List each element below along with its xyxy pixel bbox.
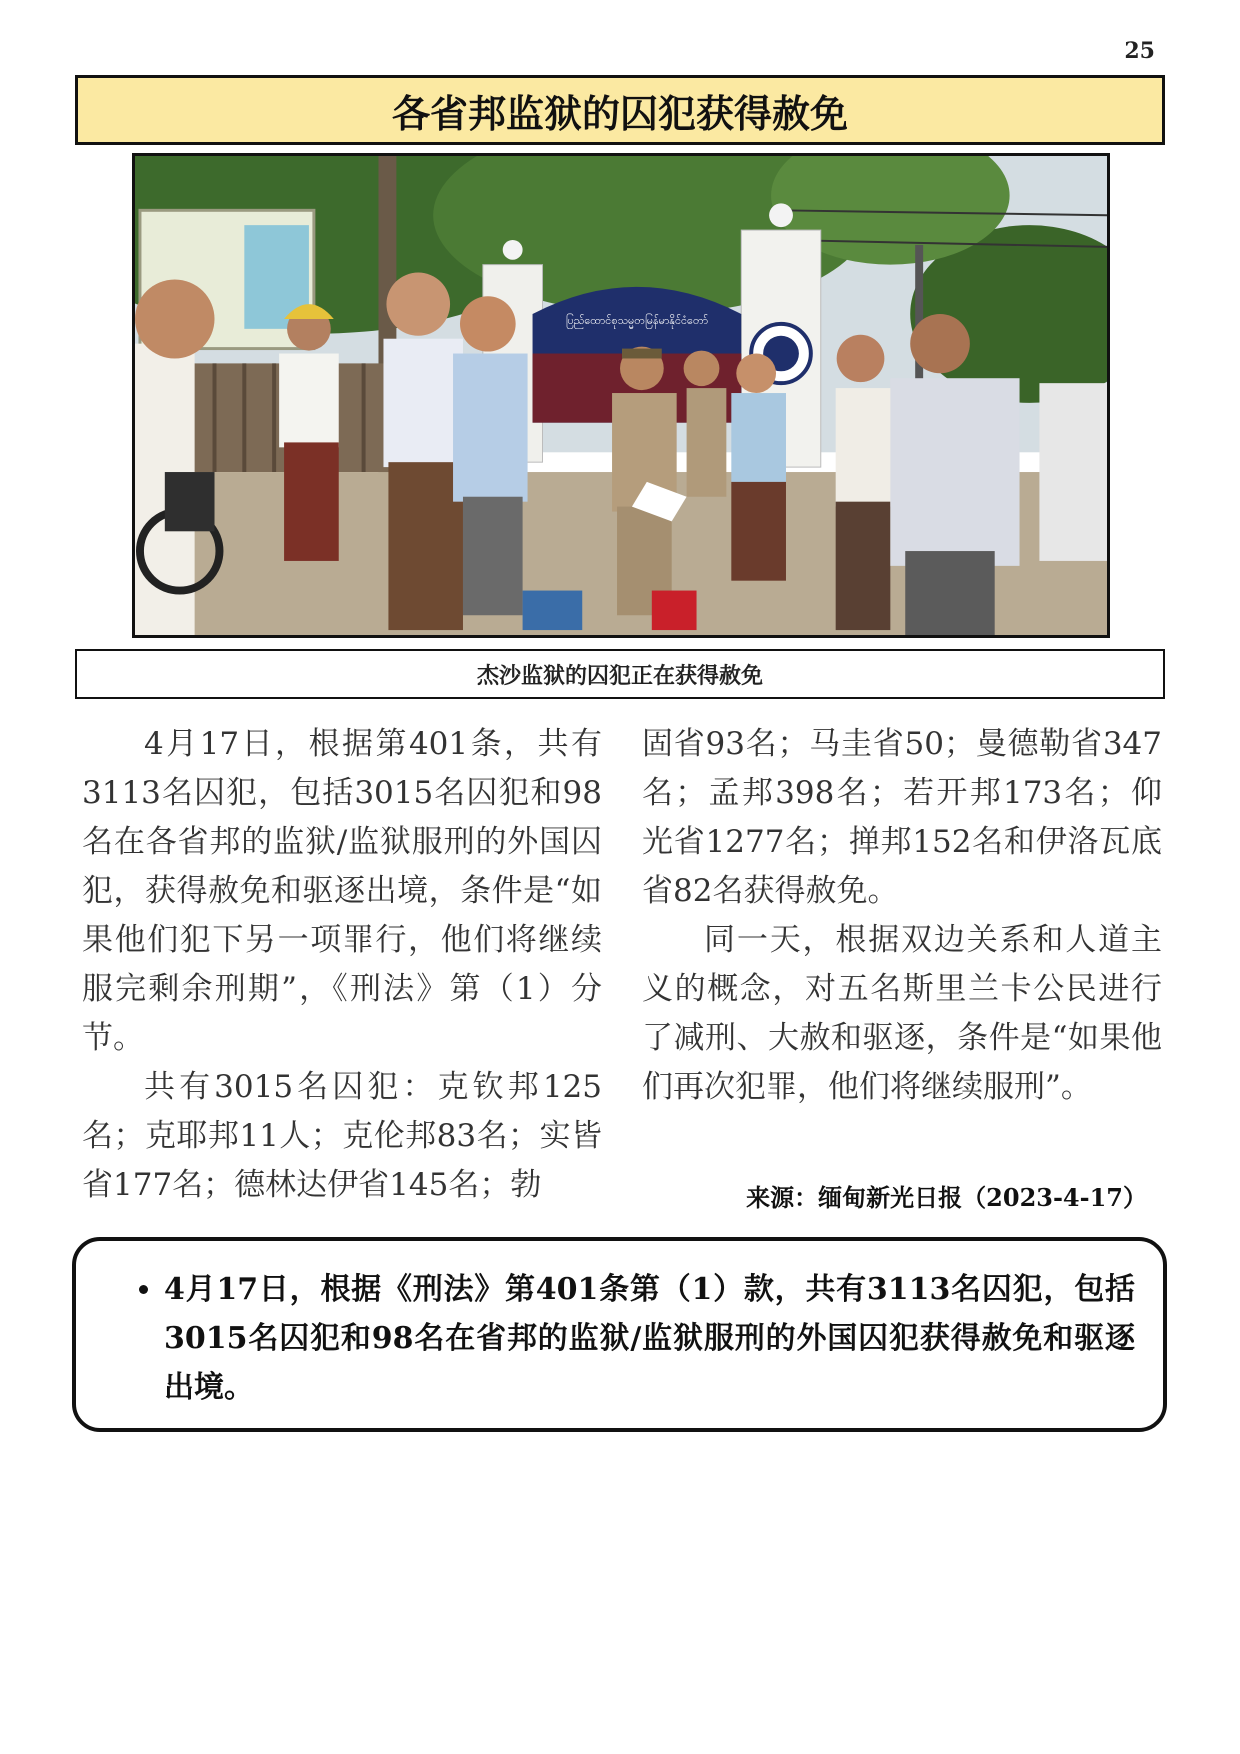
summary-box <box>72 1237 1167 1432</box>
photo-caption-box <box>75 649 1165 699</box>
page-title: 各省邦监狱的囚犯获得赦免 <box>391 91 848 136</box>
article-left-column <box>82 720 602 1210</box>
photo-caption: 杰沙监狱的囚犯正在获得赦免 <box>476 663 763 689</box>
prison-release-photo <box>135 156 1107 635</box>
svg-text:ပြည်ထောင်စုသမ္မတမြန်မာနိုင်ငံတ: ပြည်ထောင်စုသမ္မတမြန်မာနိုင်ငံတော် <box>565 313 709 327</box>
article-paragraph: 共有3015名囚犯：克钦邦125名；克耶邦11人；克伦邦83名；实皆省177名；德林达伊省145名；勃 <box>82 1069 602 1203</box>
title-banner <box>75 75 1165 145</box>
summary-bullet: • 4月17日，根据《刑法》第401条第（1）款，共有3113名囚犯，包括3015名囚犯和98名在省邦的监狱/监狱服刑的外国囚犯获得赦免和驱逐出境。 <box>164 1265 1135 1412</box>
article-paragraph-continuation: 固省93名；马圭省50；曼德勒省347名；孟邦398名；若开邦173名；仰光省1277名；掸邦152名和伊洛瓦底省82名获得赦免。 <box>642 726 1162 909</box>
article-source: 来源：缅甸新光日报（2023-4-17） <box>746 1183 1147 1212</box>
news-photo <box>132 153 1110 638</box>
summary-list <box>116 1265 1135 1412</box>
page-number: 25 <box>1124 38 1155 64</box>
article-paragraph: 同一天，根据双边关系和人道主义的概念，对五名斯里兰卡公民进行了减刑、大赦和驱逐，条件是“如果他们再次犯罪，他们将继续服刑”。 <box>642 922 1162 1105</box>
article-right-column <box>642 720 1162 1112</box>
article-paragraph: 4月17日，根据第401条，共有3113名囚犯，包括3015名囚犯和98名在各省邦的监狱/监狱服刑的外国囚犯，获得赦免和驱逐出境，条件是“如果他们犯下另一项罪行，他们将继续服完剩余刑期”，《刑法》第（1）分节。 <box>82 726 602 1056</box>
